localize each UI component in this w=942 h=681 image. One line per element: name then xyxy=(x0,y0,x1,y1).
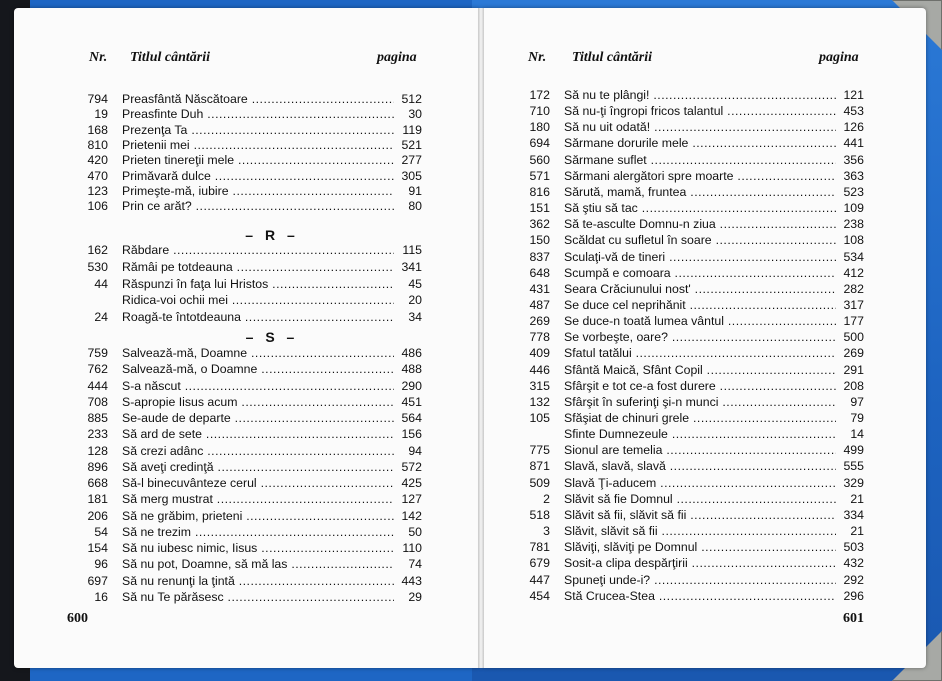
song-page: 317 xyxy=(836,298,864,313)
song-title: Primeşte-mă, iubire ..... xyxy=(122,184,394,199)
index-entry xyxy=(524,492,864,507)
song-number: 420 xyxy=(87,153,108,168)
song-page: 512 xyxy=(394,92,422,107)
index-entry xyxy=(82,260,422,275)
song-number: 181 xyxy=(87,492,108,507)
song-title: Răbdare ..... xyxy=(122,243,394,258)
song-page: 453 xyxy=(836,104,864,119)
song-page: 30 xyxy=(394,107,422,122)
index-entry xyxy=(82,362,422,377)
song-page: 503 xyxy=(836,540,864,555)
section-letter-r: – R – xyxy=(245,227,299,243)
song-number: 54 xyxy=(94,524,108,539)
song-number: 172 xyxy=(529,88,550,102)
song-page: 443 xyxy=(394,574,422,589)
song-title: Sărmani alergători spre moarte ..... xyxy=(564,169,836,184)
song-title: Salvează-mă, o Doamne ..... xyxy=(122,362,394,377)
song-title: S-a născut ..... xyxy=(122,379,394,394)
song-title: Să aveţi credinţă ..... xyxy=(122,460,394,475)
song-page: 50 xyxy=(394,525,422,540)
index-entry xyxy=(82,395,422,410)
song-title: Să merg mustrat ..... xyxy=(122,492,394,507)
song-number: 431 xyxy=(529,281,550,296)
song-number: 409 xyxy=(529,346,550,361)
index-entry xyxy=(524,556,864,571)
song-title: Să ne trezim ..... xyxy=(122,525,394,540)
index-entry xyxy=(524,540,864,555)
index-entry xyxy=(82,460,422,475)
song-title: Sfinte Dumnezeule ..... xyxy=(564,427,836,442)
right-header-page: pagina xyxy=(819,50,859,65)
index-entry xyxy=(524,427,864,442)
song-number: 3 xyxy=(543,524,550,539)
song-page: 290 xyxy=(394,379,422,394)
song-page: 521 xyxy=(394,138,422,153)
index-entry xyxy=(524,136,864,151)
index-entry xyxy=(82,199,422,214)
index-entry xyxy=(82,509,422,524)
song-title: Sărmane dorurile mele ..... xyxy=(564,136,836,151)
song-number: 105 xyxy=(529,411,550,425)
index-entry xyxy=(82,184,422,199)
song-page: 432 xyxy=(836,556,864,571)
song-page: 425 xyxy=(394,476,422,491)
index-entry xyxy=(524,395,864,410)
index-entry xyxy=(82,411,422,426)
song-title: Roagă-te întotdeauna ..... xyxy=(122,310,394,325)
index-entry xyxy=(82,525,422,540)
song-page: 441 xyxy=(836,136,864,151)
song-page: 555 xyxy=(836,459,864,474)
index-entry xyxy=(524,524,864,539)
index-entry xyxy=(524,298,864,313)
index-entry xyxy=(82,427,422,442)
song-page: 564 xyxy=(394,411,422,426)
left-header-nr: Nr. xyxy=(89,50,108,65)
song-title: Se vorbeşte, oare? ..... xyxy=(564,330,836,345)
index-entry xyxy=(524,459,864,474)
song-page: 341 xyxy=(394,260,422,275)
index-entry xyxy=(524,250,864,265)
song-number: 454 xyxy=(529,588,550,603)
song-title: Răspunzi în faţa lui Hristos ..... xyxy=(122,277,394,292)
index-entry xyxy=(82,243,422,258)
song-title: Stă Crucea-Stea ..... xyxy=(564,589,836,604)
song-page: 121 xyxy=(836,88,864,103)
song-title: Sfatul tatălui ..... xyxy=(564,346,836,361)
song-title: Preasfântă Născătoare ..... xyxy=(122,92,394,107)
song-page: 523 xyxy=(836,185,864,200)
index-entry xyxy=(82,492,422,507)
song-page: 34 xyxy=(394,310,422,325)
song-page: 292 xyxy=(836,573,864,588)
song-page: 177 xyxy=(836,314,864,329)
song-number: 710 xyxy=(529,104,550,119)
song-page: 110 xyxy=(394,541,422,556)
song-title: Să ne grăbim, prieteni ..... xyxy=(122,509,394,524)
song-page: 91 xyxy=(394,184,422,199)
song-number: 206 xyxy=(87,508,108,523)
song-page: 20 xyxy=(394,293,422,308)
index-entry xyxy=(82,541,422,556)
song-number: 470 xyxy=(87,168,108,183)
index-entry xyxy=(82,92,422,107)
song-title: Prin ce arăt? ..... xyxy=(122,199,394,214)
song-number: 19 xyxy=(94,107,108,122)
index-entry xyxy=(82,277,422,292)
index-entry xyxy=(524,217,864,232)
song-title: Se-aude de departe ..... xyxy=(122,411,394,426)
index-entry xyxy=(524,104,864,119)
song-number: 530 xyxy=(87,259,108,274)
left-header-title: Titlul cântării xyxy=(130,50,210,65)
song-title: Să nu pot, Doamne, să mă las ..... xyxy=(122,557,394,572)
index-entry xyxy=(524,411,864,426)
song-number: 96 xyxy=(94,557,108,572)
index-entry xyxy=(82,346,422,361)
index-entry xyxy=(82,557,422,572)
index-entry xyxy=(524,589,864,604)
song-page: 282 xyxy=(836,282,864,297)
index-entry xyxy=(524,573,864,588)
song-title: Sfântă Maică, Sfânt Copil ..... xyxy=(564,363,836,378)
song-page: 363 xyxy=(836,169,864,184)
song-number: 560 xyxy=(529,152,550,167)
song-title: Să nu iubesc nimic, Iisus ..... xyxy=(122,541,394,556)
song-number: 269 xyxy=(529,314,550,329)
song-title: Slăvit, slăvit să fii ..... xyxy=(564,524,836,539)
index-entry xyxy=(524,88,864,103)
index-entry xyxy=(524,476,864,491)
song-title: Sculaţi-vă de tineri ..... xyxy=(564,250,836,265)
song-page: 45 xyxy=(394,277,422,292)
right-header-nr: Nr. xyxy=(528,50,547,65)
song-title: Să-l binecuvânteze cerul ..... xyxy=(122,476,394,491)
index-entry xyxy=(82,169,422,184)
song-title: Slavă Ţi-aducem ..... xyxy=(564,476,836,491)
song-page: 119 xyxy=(394,123,422,138)
song-title: Ridica-voi ochii mei ..... xyxy=(122,293,394,308)
index-entry xyxy=(524,120,864,135)
right-header-title: Titlul cântării xyxy=(572,50,652,65)
song-title: Să ştiu să tac ..... xyxy=(564,201,836,216)
song-title: Să nu Te părăsesc ..... xyxy=(122,590,394,605)
song-page: 296 xyxy=(836,589,864,604)
song-title: S-apropie Iisus acum ..... xyxy=(122,395,394,410)
song-title: Primăvară dulce ..... xyxy=(122,169,394,184)
song-page: 334 xyxy=(836,508,864,523)
index-entry xyxy=(524,185,864,200)
song-page: 534 xyxy=(836,250,864,265)
song-title: Se duce-n toată lumea vântul ..... xyxy=(564,314,836,329)
song-title: Prietenii mei ..... xyxy=(122,138,394,153)
index-entry xyxy=(82,310,422,325)
song-number: 778 xyxy=(529,330,550,345)
song-title: Spuneţi unde-i? ..... xyxy=(564,573,836,588)
song-page: 97 xyxy=(836,395,864,410)
song-title: Să nu-ţi îngropi fricos talantul ..... xyxy=(564,104,836,119)
song-number: 128 xyxy=(87,443,108,458)
index-entry xyxy=(82,123,422,138)
song-title: Sfârşit e tot ce-a fost durere ..... xyxy=(564,379,836,394)
song-title: Slavă, slavă, slavă ..... xyxy=(564,459,836,474)
song-page: 277 xyxy=(394,153,422,168)
song-number: 885 xyxy=(87,411,108,425)
index-entry xyxy=(82,293,422,308)
song-title: Slăvit să fie Domnul ..... xyxy=(564,492,836,507)
index-entry xyxy=(82,107,422,122)
song-number: 132 xyxy=(529,394,550,409)
song-title: Să ard de sete ..... xyxy=(122,427,394,442)
song-number: 679 xyxy=(529,556,550,571)
song-number: 837 xyxy=(529,249,550,264)
song-page: 238 xyxy=(836,217,864,232)
song-title: Să crezi adânc ..... xyxy=(122,444,394,459)
song-page: 486 xyxy=(394,346,422,361)
song-number: 44 xyxy=(94,276,108,291)
song-number: 571 xyxy=(529,168,550,183)
song-page: 74 xyxy=(394,557,422,572)
left-page-number: 600 xyxy=(67,611,88,626)
index-entry xyxy=(82,574,422,589)
song-page: 305 xyxy=(394,169,422,184)
song-page: 412 xyxy=(836,266,864,281)
song-number: 694 xyxy=(529,136,550,151)
right-page-number: 601 xyxy=(843,611,864,626)
song-page: 329 xyxy=(836,476,864,491)
song-number: 123 xyxy=(87,183,108,198)
left-header-page: pagina xyxy=(377,50,417,65)
song-page: 127 xyxy=(394,492,422,507)
song-page: 291 xyxy=(836,363,864,378)
index-entry xyxy=(524,346,864,361)
song-number: 447 xyxy=(529,572,550,587)
song-number: 233 xyxy=(87,427,108,442)
song-title: Să nu renunţi la ţintă ..... xyxy=(122,574,394,589)
song-page: 451 xyxy=(394,395,422,410)
song-title: Slăviţi, slăviţi pe Domnul ..... xyxy=(564,540,836,555)
song-page: 109 xyxy=(836,201,864,216)
song-number: 816 xyxy=(529,184,550,199)
section-letter-s: – S – xyxy=(245,329,299,345)
song-number: 759 xyxy=(87,346,108,360)
index-entry xyxy=(82,476,422,491)
index-entry xyxy=(524,443,864,458)
song-number: 444 xyxy=(87,378,108,393)
song-title: Să te-asculte Domnu-n ziua ..... xyxy=(564,217,836,232)
song-page: 29 xyxy=(394,590,422,605)
index-entry xyxy=(82,590,422,605)
song-number: 150 xyxy=(529,233,550,248)
song-title: Preasfinte Duh ..... xyxy=(122,107,394,122)
song-page: 156 xyxy=(394,427,422,442)
index-entry xyxy=(524,266,864,281)
song-number: 648 xyxy=(529,265,550,280)
song-number: 668 xyxy=(87,476,108,490)
song-page: 108 xyxy=(836,233,864,248)
song-page: 208 xyxy=(836,379,864,394)
index-entry xyxy=(82,138,422,153)
song-page: 79 xyxy=(836,411,864,426)
song-number: 16 xyxy=(94,589,108,604)
song-title: Prezenţa Ta ..... xyxy=(122,123,394,138)
index-entry xyxy=(524,508,864,523)
song-page: 21 xyxy=(836,492,864,507)
index-entry xyxy=(524,363,864,378)
index-entry xyxy=(82,444,422,459)
index-entry xyxy=(524,314,864,329)
song-number: 871 xyxy=(529,459,550,474)
index-entry xyxy=(524,233,864,248)
song-number: 24 xyxy=(94,310,108,325)
song-number: 154 xyxy=(87,541,108,555)
song-number: 162 xyxy=(87,243,108,257)
song-number: 151 xyxy=(529,201,550,216)
song-title: Sionul are temelia ..... xyxy=(564,443,836,458)
song-page: 14 xyxy=(836,427,864,442)
book-spine xyxy=(478,8,484,668)
song-page: 269 xyxy=(836,346,864,361)
song-title: Sărmane suflet ..... xyxy=(564,153,836,168)
song-number: 509 xyxy=(529,475,550,490)
song-number: 896 xyxy=(87,459,108,474)
song-page: 488 xyxy=(394,362,422,377)
song-page: 142 xyxy=(394,509,422,524)
song-number: 697 xyxy=(87,573,108,588)
song-page: 356 xyxy=(836,153,864,168)
song-page: 572 xyxy=(394,460,422,475)
song-number: 775 xyxy=(529,443,550,458)
song-page: 500 xyxy=(836,330,864,345)
song-title: Scăldat cu sufletul în soare ..... xyxy=(564,233,836,248)
song-number: 487 xyxy=(529,297,550,312)
song-number: 168 xyxy=(87,122,108,137)
song-page: 126 xyxy=(836,120,864,135)
song-title: Salvează-mă, Doamne ..... xyxy=(122,346,394,361)
song-title: Sosit-a clipa despărţirii ..... xyxy=(564,556,836,571)
song-title: Rămâi pe totdeauna ..... xyxy=(122,260,394,275)
song-title: Prieten tinereţii mele ..... xyxy=(122,153,394,168)
song-title: Se duce cel neprihănit ..... xyxy=(564,298,836,313)
song-page: 80 xyxy=(394,199,422,214)
index-entry xyxy=(524,379,864,394)
song-title: Slăvit să fii, slăvit să fii ..... xyxy=(564,508,836,523)
song-number: 180 xyxy=(529,120,550,135)
song-title: Seara Crăciunului nost' ..... xyxy=(564,282,836,297)
song-number: 2 xyxy=(543,491,550,506)
song-number: 315 xyxy=(529,378,550,393)
song-number: 762 xyxy=(87,362,108,377)
song-page: 94 xyxy=(394,444,422,459)
index-entry xyxy=(524,169,864,184)
song-number: 446 xyxy=(529,362,550,377)
song-number: 518 xyxy=(529,507,550,522)
song-title: Sfăşiat de chinuri grele ..... xyxy=(564,411,836,426)
song-number: 781 xyxy=(529,540,550,555)
song-page: 115 xyxy=(394,243,422,258)
song-title: Scumpă e comoara ..... xyxy=(564,266,836,281)
song-number: 362 xyxy=(529,217,550,232)
song-title: Să nu uit odată! ..... xyxy=(564,120,836,135)
song-title: Să nu te plângi! ..... xyxy=(564,88,836,103)
song-number: 708 xyxy=(87,394,108,409)
song-number: 106 xyxy=(87,199,108,214)
index-entry xyxy=(82,379,422,394)
song-number: 794 xyxy=(87,92,108,106)
song-page: 21 xyxy=(836,524,864,539)
index-entry xyxy=(524,282,864,297)
song-number: 810 xyxy=(87,137,108,152)
song-title: Sfârşit în suferinţi şi-n munci ..... xyxy=(564,395,836,410)
index-entry xyxy=(524,330,864,345)
index-entry xyxy=(524,153,864,168)
index-entry xyxy=(524,201,864,216)
song-title: Sărută, mamă, fruntea ..... xyxy=(564,185,836,200)
song-page: 499 xyxy=(836,443,864,458)
index-entry xyxy=(82,153,422,168)
